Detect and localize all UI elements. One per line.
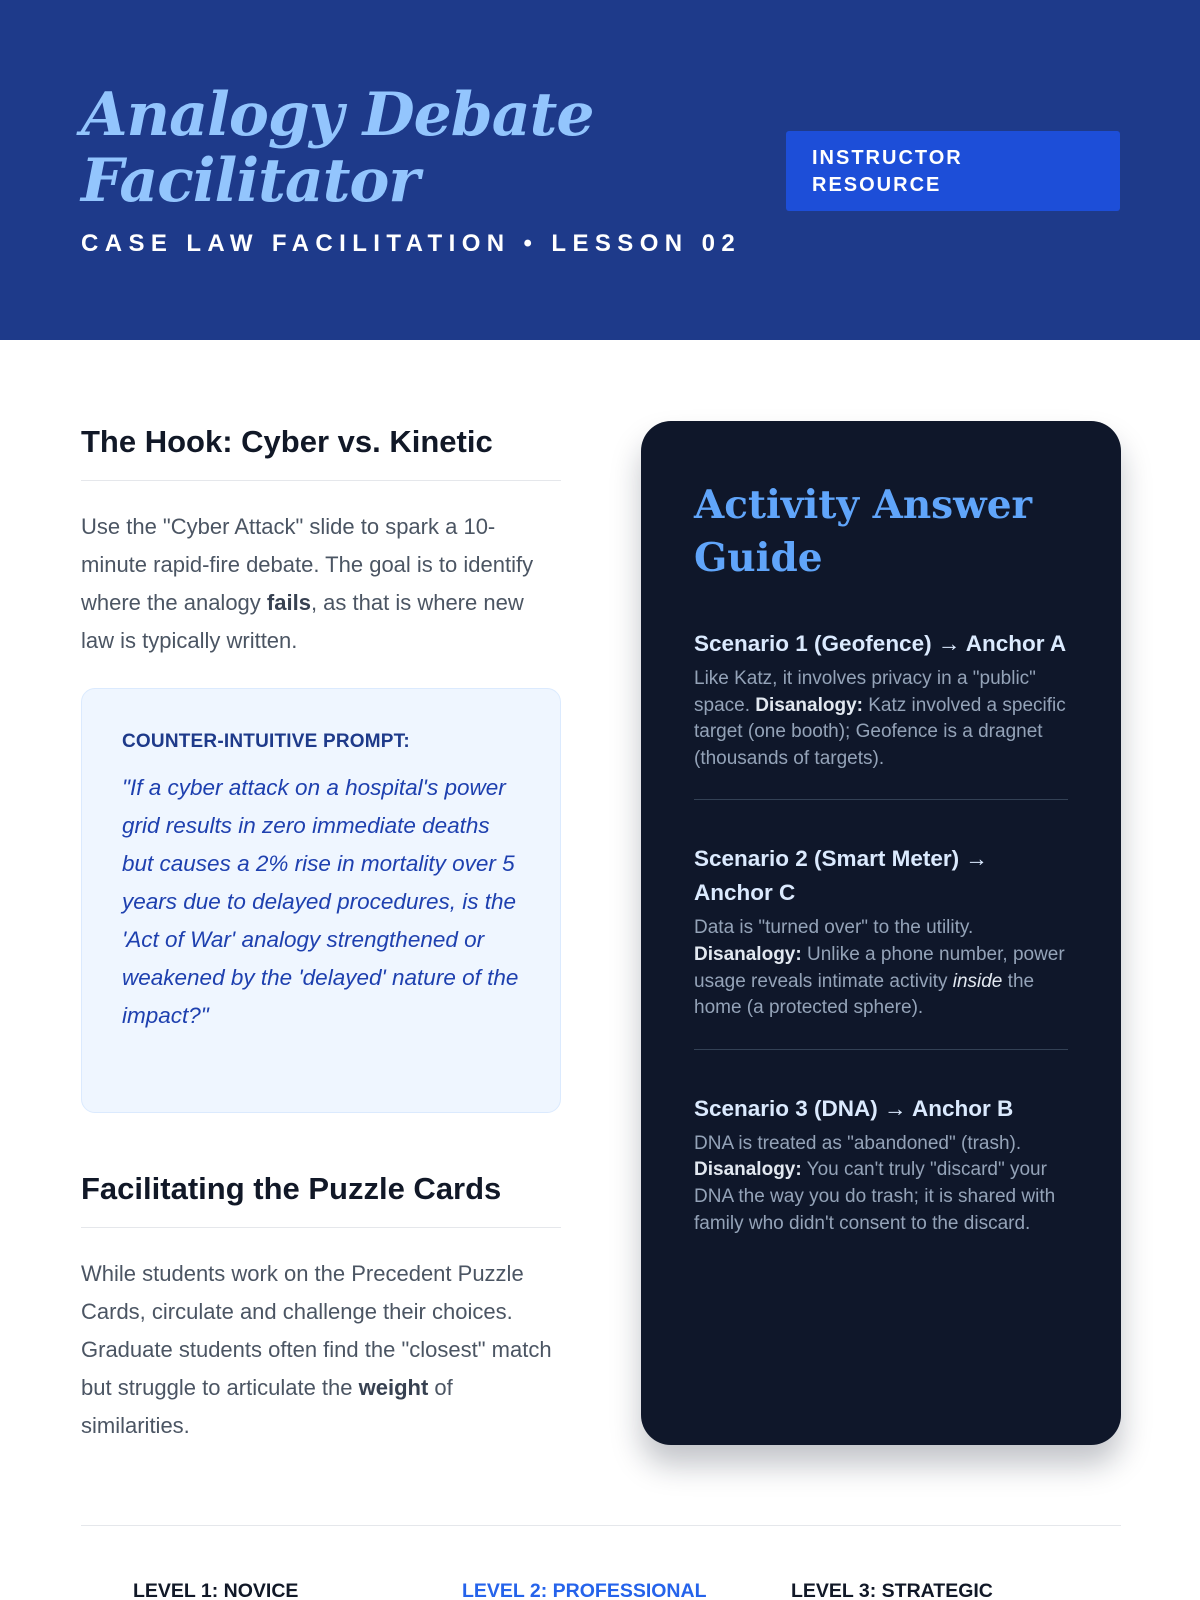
scenario-1-rest: Katz involved a specific target (one booth); Geofence is a dragnet (thousands of targets). bbox=[694, 694, 1066, 769]
counter-intuitive-prompt-box bbox=[81, 688, 561, 1113]
guide-title-line-2: Guide bbox=[694, 535, 823, 581]
puzzle-para-before: While students work on the Precedent Puzzle Cards, circulate and challenge their choices. Graduate students often find the "closest" match but struggle to articulate the bbox=[81, 1261, 552, 1400]
activity-answer-guide bbox=[641, 421, 1121, 1445]
badge-line-2: RESOURCE bbox=[812, 174, 942, 196]
scenario-3-rest: You can't truly "discard" your DNA the way you do trash; it is shared with family who didn't consent to the discard. bbox=[694, 1159, 1056, 1234]
prompt-label: COUNTER-INTUITIVE PROMPT: bbox=[122, 731, 410, 752]
guide-title-line-1: Activity Answer bbox=[694, 482, 1033, 528]
scenario-1-lead: Like Katz, it involves privacy in a "public" space. bbox=[694, 668, 1036, 716]
hook-divider bbox=[81, 480, 561, 481]
page-subtitle: CASE LAW FACILITATION • LESSON 02 bbox=[81, 230, 742, 257]
page-header bbox=[0, 0, 1200, 340]
scenario-2-title: Scenario 2 (Smart Meter) → Anchor C bbox=[694, 846, 988, 906]
level-1-tab[interactable]: LEVEL 1: NOVICE bbox=[133, 1580, 299, 1600]
puzzle-para-after: of similarities. bbox=[81, 1375, 453, 1438]
scenario-1-title: Scenario 1 (Geofence) → Anchor A bbox=[694, 631, 1067, 656]
puzzle-heading: Facilitating the Puzzle Cards bbox=[81, 1171, 502, 1206]
scenario-2-tail: the home (a protected sphere). bbox=[694, 970, 1035, 1019]
hook-paragraph bbox=[81, 508, 561, 660]
scenario-3 bbox=[694, 1050, 1068, 1237]
scenario-1 bbox=[694, 627, 1068, 800]
badge-line-1: INSTRUCTOR bbox=[812, 147, 963, 169]
scenario-3-lead: DNA is treated as "abandoned" (trash). bbox=[694, 1132, 1022, 1154]
page-title bbox=[81, 82, 594, 214]
title-line-1: Analogy Debate bbox=[81, 80, 594, 150]
prompt-text: "If a cyber attack on a hospital's power grid results in zero immediate deaths but causes a 2% rise in mortality over 5 years due to delayed procedures, is the 'Act of War' analogy strengthened or weakened by the 'delayed' nature of the impact?" bbox=[122, 775, 519, 1028]
scenario-1-body bbox=[694, 666, 1068, 772]
scenario-3-body bbox=[694, 1131, 1068, 1237]
level-3-tab[interactable]: LEVEL 3: STRATEGIC bbox=[791, 1580, 993, 1600]
guide-title bbox=[694, 479, 1068, 585]
scenario-2-rest: Unlike a phone number, power usage reveals intimate activity bbox=[694, 943, 1065, 992]
puzzle-divider bbox=[81, 1227, 561, 1228]
instructor-resource-badge bbox=[786, 131, 1120, 211]
disanalogy-label: Disanalogy: bbox=[755, 694, 863, 716]
hook-heading: The Hook: Cyber vs. Kinetic bbox=[81, 424, 493, 459]
disanalogy-label: Disanalogy: bbox=[694, 1159, 802, 1181]
level-2-tab[interactable]: LEVEL 2: PROFESSIONAL bbox=[462, 1580, 707, 1600]
hook-para-before: Use the "Cyber Attack" slide to spark a 10-minute rapid-fire debate. The goal is to identify where the analogy bbox=[81, 514, 534, 615]
scenario-3-title: Scenario 3 (DNA) → Anchor B bbox=[694, 1095, 1014, 1121]
title-line-2: Facilitator bbox=[81, 146, 420, 216]
hook-para-after: , as that is where new law is typically written. bbox=[81, 590, 524, 653]
hook-para-bold: fails bbox=[266, 590, 311, 615]
scenario-2-italic: inside bbox=[952, 970, 1003, 992]
scenario-2 bbox=[694, 800, 1068, 1049]
puzzle-paragraph bbox=[81, 1255, 561, 1445]
disanalogy-label: Disanalogy: bbox=[694, 943, 802, 965]
scenario-2-body bbox=[694, 915, 1068, 1021]
scenario-2-lead: Data is "turned over" to the utility. bbox=[694, 917, 974, 939]
puzzle-para-bold: weight bbox=[358, 1375, 429, 1400]
footer-divider bbox=[81, 1525, 1121, 1526]
